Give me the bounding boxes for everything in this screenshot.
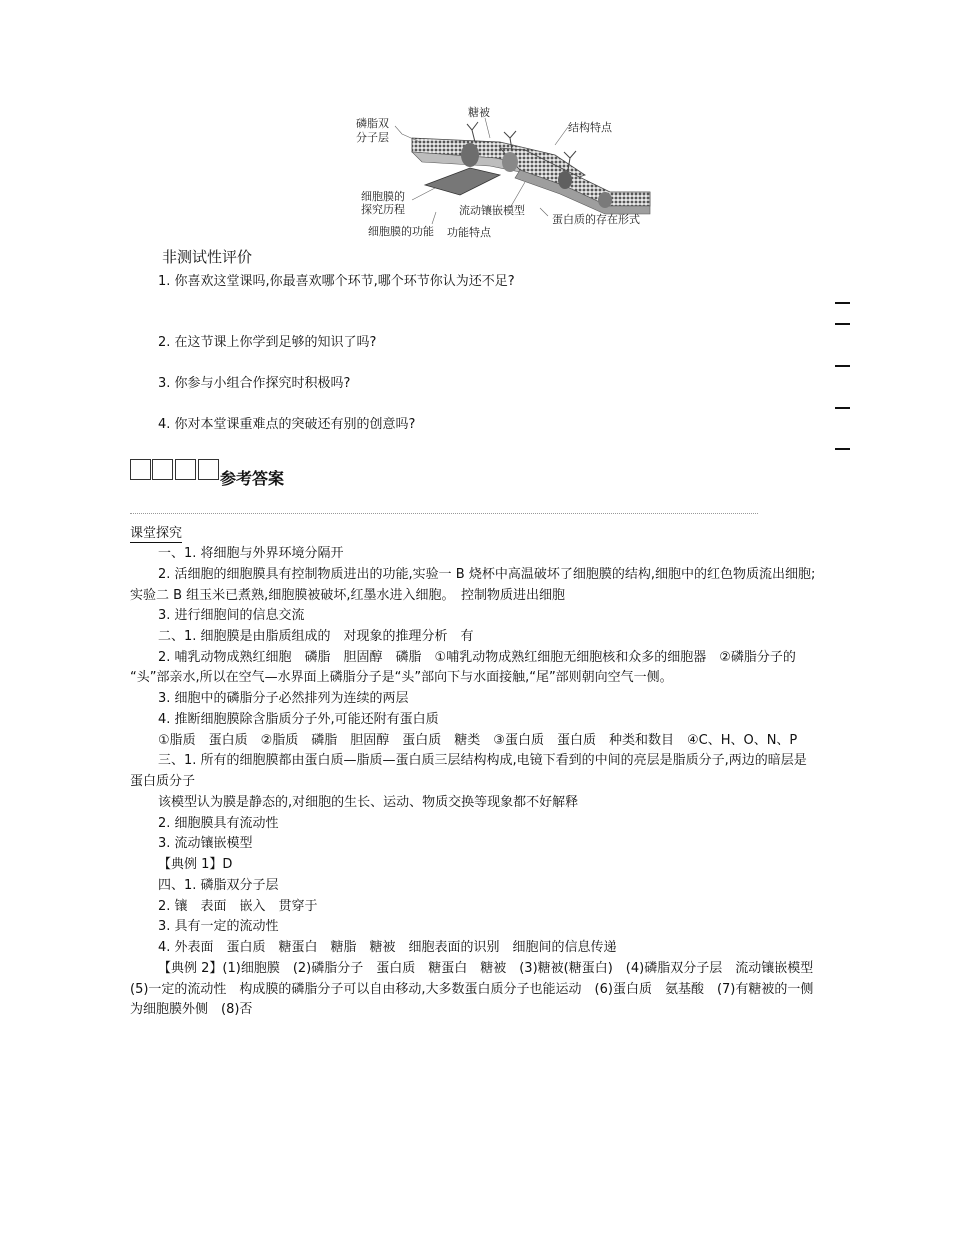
label-history-1: 细胞膜的 (361, 190, 405, 203)
answer-line: 【典例 2】(1)细胞膜 (2)磷脂分子 蛋白质 糖蛋白 糖被 (3)糖被(糖蛋白) (4)磷脂双分子层 流动镶嵌模型 (158, 961, 814, 976)
answer-line: 4. 外表面 蛋白质 糖蛋白 糖脂 糖被 细胞表面的识别 细胞间的信息传递 (158, 940, 617, 955)
heading-box-3 (175, 459, 196, 480)
section-title-classroom: 课堂探究 (130, 526, 183, 541)
label-functional-feature: 功能特点 (447, 226, 491, 239)
label-structural-feature: 结构特点 (568, 121, 612, 134)
evaluation-question-2: 2. 在这节课上你学到足够的知识了吗? (158, 335, 377, 350)
answer-line: 2. 镶 表面 嵌入 贯穿于 (158, 899, 318, 914)
answer-line: 实验二 B 组玉米已煮熟,细胞膜被破坏,红墨水进入细胞。 控制物质进出细胞 (130, 588, 565, 603)
answer-line: “头”部亲水,所以在空气—水界面上磷脂分子是“头”部向下与水面接触,“尾”部则朝向空气一侧。 (130, 670, 673, 685)
answer-line: 三、1. 所有的细胞膜都由蛋白质—脂质—蛋白质三层结构构成,电镜下看到的中间的亮层是脂质分子,两边的暗层是 (158, 753, 807, 768)
label-phospholipid-bilayer-1: 磷脂双 (356, 117, 389, 130)
answer-line: 2. 活细胞的细胞膜具有控制物质进出的功能,实验一 B 烧杯中高温破坏了细胞膜的结构,细胞中的红色物质流出细胞; (158, 567, 816, 582)
answer-line: 4. 推断细胞膜除含脂质分子外,可能还附有蛋白质 (158, 712, 439, 727)
label-membrane-function: 细胞膜的功能 (368, 225, 434, 238)
answer-line-5 (835, 448, 850, 450)
answer-line: ①脂质 蛋白质 ②脂质 磷脂 胆固醇 蛋白质 糖类 ③蛋白质 蛋白质 种类和数目 ④C、H、O、N、P (158, 733, 798, 748)
evaluation-question-4: 4. 你对本堂课重难点的突破还有别的创意吗? (158, 417, 416, 432)
answer-line: 四、1. 磷脂双分子层 (158, 878, 279, 893)
evaluation-question-3: 3. 你参与小组合作探究时积极吗? (158, 376, 351, 391)
answer-line: 3. 进行细胞间的信息交流 (158, 608, 305, 623)
answer-line: 3. 细胞中的磷脂分子必然排列为连续的两层 (158, 691, 409, 706)
answer-line: (5)一定的流动性 构成膜的磷脂分子可以自由移动,大多数蛋白质分子也能运动 (6)蛋白质 氨基酸 (7)有糖被的一侧 (130, 982, 814, 997)
heading-box-4 (198, 459, 219, 480)
answer-line-4 (835, 407, 850, 409)
answer-line: 蛋白质分子 (130, 774, 196, 789)
answer-line-3 (835, 365, 850, 367)
answer-line-2 (835, 323, 850, 325)
answer-line: 为细胞膜外侧 (8)否 (130, 1002, 253, 1017)
answer-line: 【典例 1】D (158, 857, 233, 872)
label-sugar-coat: 糖被 (468, 106, 490, 119)
answer-line: 二、1. 细胞膜是由脂质组成的 对现象的推理分析 有 (158, 629, 474, 644)
answer-line-1 (835, 302, 850, 304)
answer-line: 3. 具有一定的流动性 (158, 919, 279, 934)
answer-line: 2. 哺乳动物成熟红细胞 磷脂 胆固醇 磷脂 ①哺乳动物成熟红细胞无细胞核和众多的细胞器 ②磷脂分子的 (158, 650, 796, 665)
label-phospholipid-bilayer-2: 分子层 (356, 131, 389, 144)
evaluation-question-1: 1. 你喜欢这堂课吗,你最喜欢哪个环节,哪个环节你认为还不足? (158, 274, 515, 289)
answer-line: 2. 细胞膜具有流动性 (158, 816, 279, 831)
heading-box-2 (152, 459, 173, 480)
answer-line: 该模型认为膜是静态的,对细胞的生长、运动、物质交换等现象都不好解释 (158, 795, 579, 810)
label-protein-forms: 蛋白质的存在形式 (552, 213, 640, 226)
label-history-2: 探究历程 (361, 203, 405, 216)
answer-line: 3. 流动镶嵌模型 (158, 836, 253, 851)
membrane-diagram (350, 100, 660, 245)
answer-line: 一、1. 将细胞与外界环境分隔开 (158, 546, 344, 561)
dotted-divider (130, 513, 758, 514)
answers-heading: 参考答案 (220, 469, 285, 488)
evaluation-title: 非测试性评价 (162, 248, 253, 266)
heading-box-1 (130, 459, 151, 480)
label-fluid-mosaic: 流动镶嵌模型 (459, 204, 525, 217)
